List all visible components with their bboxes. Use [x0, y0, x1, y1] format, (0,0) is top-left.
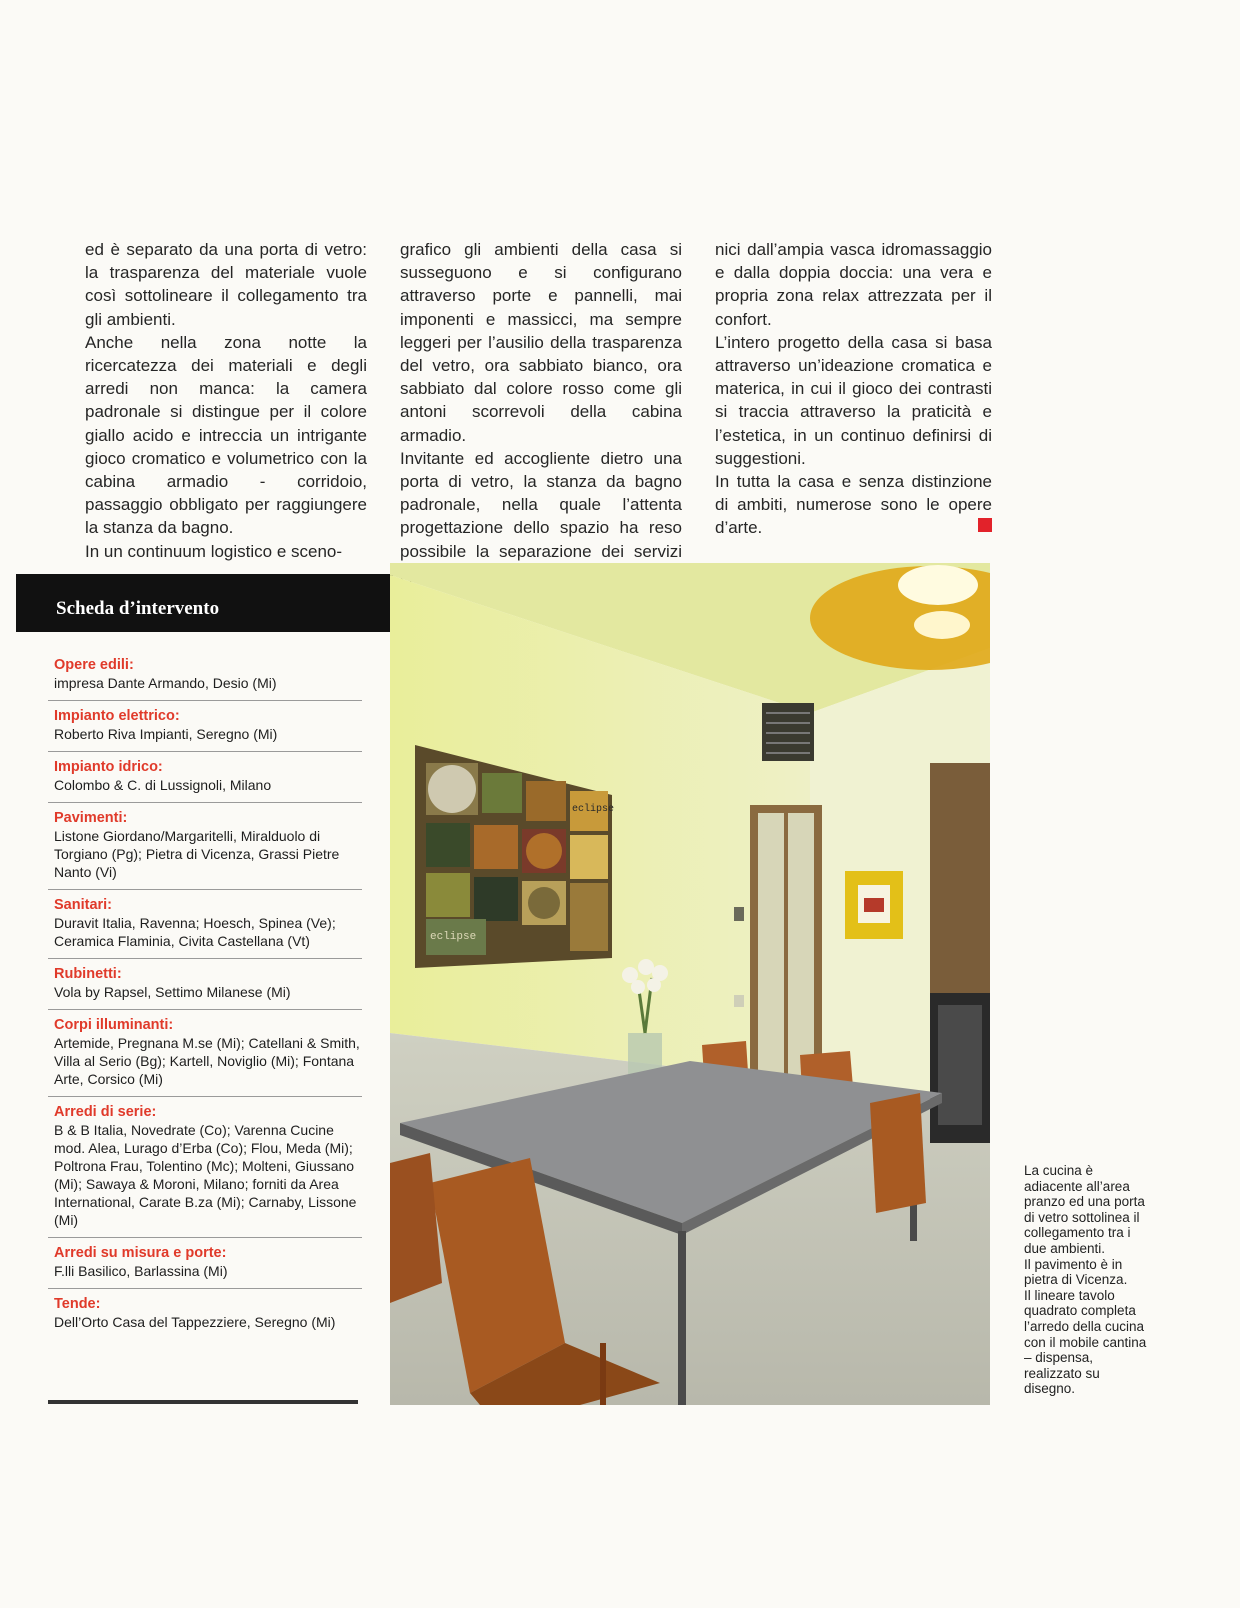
scheda-header: [16, 574, 393, 632]
credit-value: impresa Dante Armando, Desio (Mi): [54, 675, 277, 691]
paragraph: Invitante ed accogliente dietro una porta di vetro, la stanza da bagno padronale, nella quale l’attenta progettazione dello spazio ha reso possibile la separazione dei servizi: [400, 448, 682, 561]
credit-label: Impianto idrico:: [54, 759, 163, 775]
dining-room-photo: [390, 563, 990, 1405]
light-switch: [734, 907, 744, 921]
credit-label: Impianto elettrico:: [54, 708, 180, 724]
chair: [870, 1093, 926, 1213]
credit-value: F.lli Basilico, Barlassina (Mi): [54, 1263, 228, 1279]
paragraph: In tutta la casa e senza distinzione di ambiti, numerose sono le opere d’arte.: [715, 472, 992, 538]
credits-list: [48, 650, 362, 1339]
credit-label: Sanitari:: [54, 897, 113, 913]
glass-door: [750, 805, 822, 1089]
paragraph: ed è separato da una porta di vetro: la trasparenza del materiale vuole così sottolineare il collegamento tra gli ambienti.: [85, 240, 367, 329]
text-column-2: [400, 238, 682, 586]
credit-item: [48, 701, 362, 752]
credit-value: Listone Giordano/Margaritelli, Miralduolo di Torgiano (Pg); Pietra di Vicenza, Grassi Pietre Nanto (Vi): [54, 828, 340, 880]
framed-picture: [845, 871, 903, 939]
credit-label: Opere edili:: [54, 657, 134, 673]
credit-item: [48, 650, 362, 701]
credit-item: [48, 803, 362, 890]
credit-label: Corpi illuminanti:: [54, 1017, 174, 1033]
caption-line: Il lineare tavolo quadrato completa l’arredo della cucina con il mobile cantina – dispensa, realizzato su disegno.: [1024, 1287, 1147, 1397]
text-column-1: [85, 238, 367, 563]
credit-value: Duravit Italia, Ravenna; Hoesch, Spinea (Ve); Ceramica Flaminia, Civita Castellana (Vt): [54, 915, 336, 949]
photo-caption: [1024, 1163, 1154, 1397]
painting-text: eclipse: [430, 931, 477, 943]
credit-item: [48, 1010, 362, 1097]
credit-item: [48, 752, 362, 803]
credits-end-rule: [48, 1400, 358, 1404]
painting-text: eclipse: [572, 804, 615, 815]
credit-label: Arredi su misura e porte:: [54, 1245, 227, 1261]
credit-item: [48, 1238, 362, 1289]
credit-label: Arredi di serie:: [54, 1104, 157, 1120]
paragraph: nici dall’ampia vasca idromassaggio e dalla doppia doccia: una vera e propria zona relax attrezzata per il confort.: [715, 240, 992, 329]
credit-value: Dell’Orto Casa del Tappezziere, Seregno (Mi): [54, 1314, 336, 1330]
credit-label: Rubinetti:: [54, 966, 122, 982]
credit-item: [48, 890, 362, 959]
paragraph: grafico gli ambienti della casa si susseguono e si configurano attraverso porte e pannelli, mai imponenti e massicci, ma sempre leggeri per l’ausilio della trasparenza del vetro, ora sabbiato bianco, ora sabbiato dal colore rosso come gli antoni scorrevoli della cabina armadio.: [400, 240, 682, 445]
caption-line: Il pavimento è in pietra di Vicenza.: [1024, 1256, 1128, 1288]
light-switch: [734, 995, 744, 1007]
credit-value: Colombo & C. di Lussignoli, Milano: [54, 777, 272, 793]
text-column-3: [715, 238, 992, 540]
credit-value: Roberto Riva Impianti, Seregno (Mi): [54, 726, 278, 742]
paragraph: Anche nella zona notte la ricercatezza dei materiali e degli arredi non manca: la camera padronale si distingue per il colore giallo acido e intreccia un intrigante gioco cromatico e volumetrico con la cabina armadio - corridoio, passaggio obbligato per raggiungere la stanza da bagno.: [85, 332, 367, 538]
credit-value: Vola by Rapsel, Settimo Milanese (Mi): [54, 984, 291, 1000]
paragraph: In un continuum logistico e sceno-: [85, 541, 343, 561]
credit-item: [48, 1289, 362, 1339]
air-vent: [762, 703, 814, 761]
credit-value: B & B Italia, Novedrate (Co); Varenna Cucine mod. Alea, Lurago d’Erba (Co); Flou, Meda (Mi); Poltrona Frau, Tolentino (Mc); Molteni, Giussano (Mi); Sawaya & Moroni, Milano; forniti da Area International, Carate B.za (Mi); Carnaby, Lissone (Mi): [54, 1122, 357, 1228]
credit-label: Pavimenti:: [54, 810, 128, 826]
credit-label: Tende:: [54, 1296, 101, 1312]
kitchen-cabinet: [930, 763, 990, 1143]
article-end-mark: [978, 518, 992, 532]
caption-line: La cucina è adiacente all’area pranzo ed una porta di vetro sottolinea il collegamento tra i due ambienti.: [1024, 1163, 1145, 1256]
credit-item: [48, 1097, 362, 1238]
credit-item: [48, 959, 362, 1010]
credit-value: Artemide, Pregnana M.se (Mi); Catellani & Smith, Villa al Serio (Bg); Kartell, Noviglio (Mi); Fontana Arte, Corsico (Mi): [54, 1035, 360, 1087]
scheda-title: Scheda d’intervento: [56, 598, 220, 619]
paragraph: L’intero progetto della casa si basa attraverso un’ideazione cromatica e materica, in cui il gioco dei contrasti si traccia attraverso la praticità e l’estetica, in un continuo definirsi di suggestioni.: [715, 332, 992, 468]
photo-illustration: [390, 563, 990, 1405]
